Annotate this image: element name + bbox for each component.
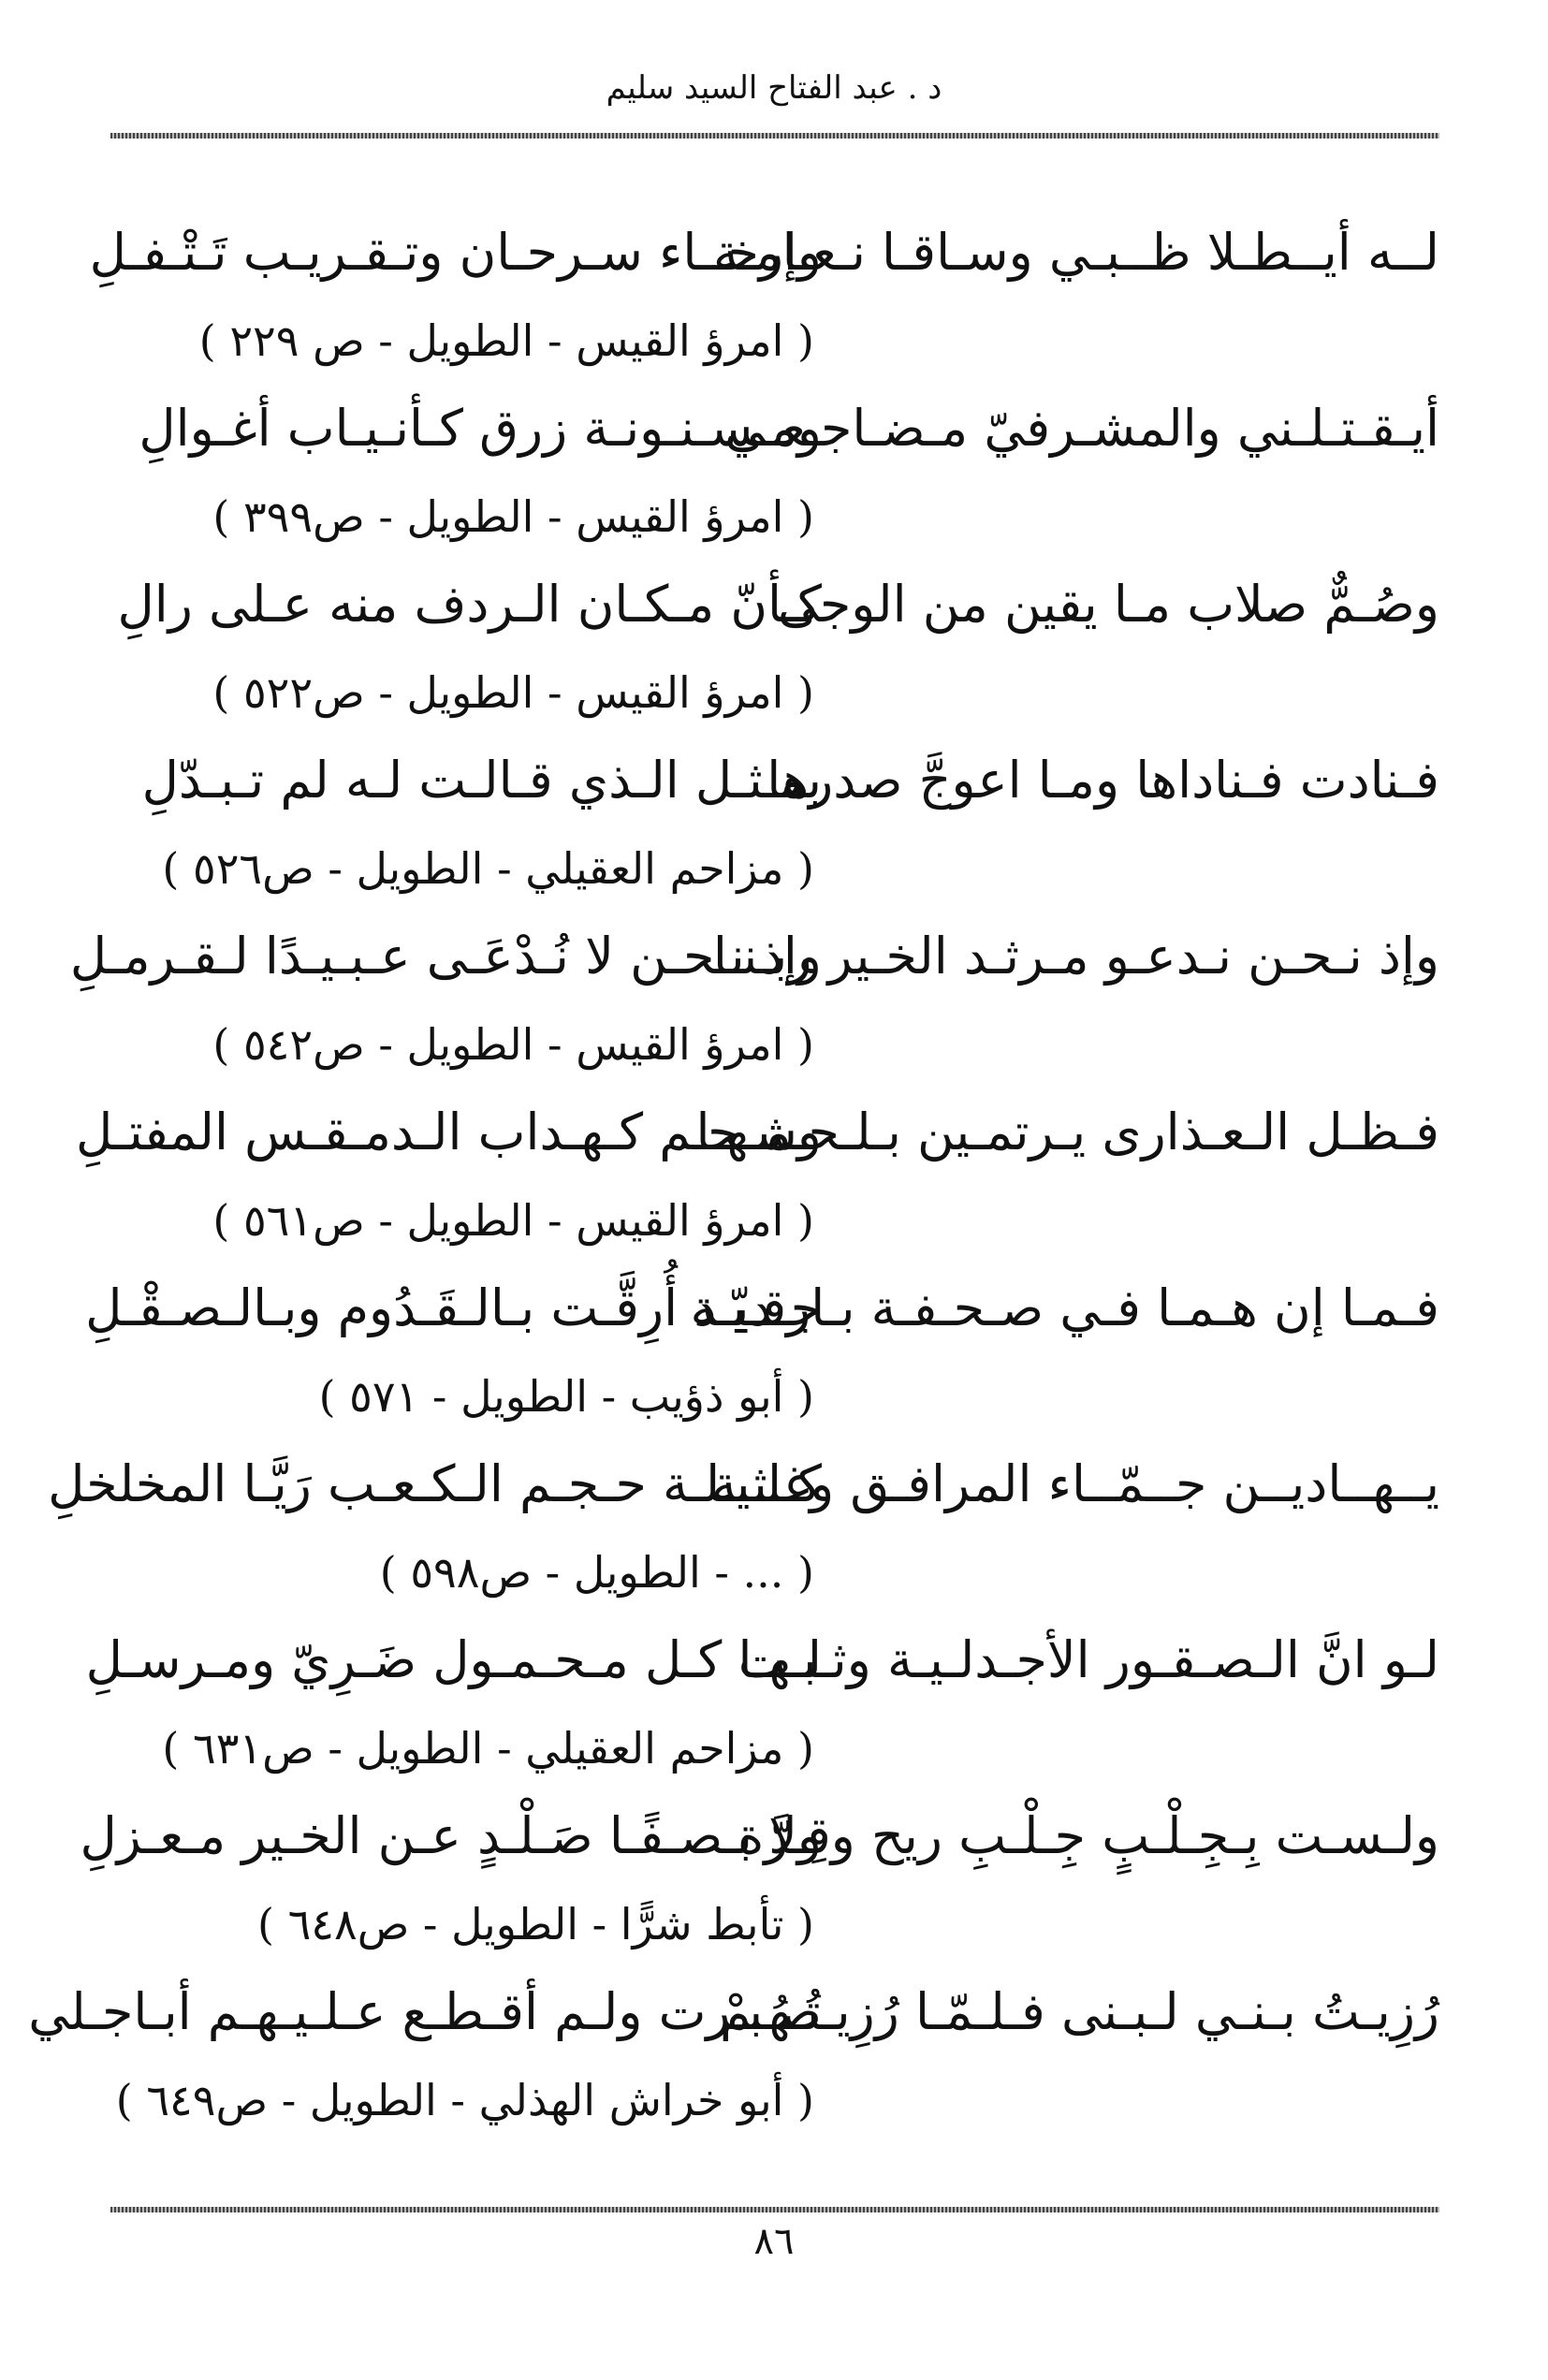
hemistich-first: لــه أيــطـلا ظــبـي وسـاقـا نـعـامـة — [712, 223, 1439, 282]
verse-source: ( مزاحم العقيلي - الطويل - ص٥٢٦ ) — [162, 843, 814, 894]
verse-source: ( امرؤ القيس - الطويل - ص ٢٢٩ ) — [198, 315, 814, 366]
hemistich-first: وإذ نـحـن نـدعـو مـرثـد الخـير ربـنـا — [712, 927, 1439, 986]
hemistich-second: وشـحـم كـهـداب الـدمـقـس المفتـلِ — [75, 1102, 822, 1161]
verse-line — [48, 1438, 1439, 1531]
verse-source: ( مزاحم العقيلي - الطويل - ص٦٣١ ) — [162, 1723, 814, 1774]
verse-line — [28, 1965, 1439, 2059]
hemistich-second: بمـثـل الـذي قـالـت لـه لم تـبـدّلِ — [141, 751, 822, 810]
verse-entry — [110, 382, 1439, 558]
verse-source: ( أبو ذؤيب - الطويل - ٥٧١ ) — [318, 1371, 814, 1422]
verse-line — [69, 910, 1439, 1003]
hemistich-first: أيـقـتـلـني والمشـرفيّ مـضـاجـعـي — [724, 399, 1439, 458]
verse-source: ( امرؤ القيس - الطويل - ص٥٦١ ) — [212, 1195, 814, 1246]
hemistich-second: كـلـيـلـة حـجـم الـكـعـب رَيَّـا المخلخلِ — [48, 1454, 822, 1513]
verse-source: ( أبو خراش الهذلي - الطويل - ص٦٤٩ ) — [115, 2075, 814, 2125]
verse-line — [110, 382, 1439, 475]
verse-source: ( امرؤ القيس - الطويل - ص٣٩٩ ) — [212, 491, 814, 542]
verse-entry — [110, 734, 1439, 910]
hemistich-second: وإرخــاء سـرحـان وتـقـريـب تَـتْـفـلِ — [89, 223, 822, 282]
verse-line — [85, 1262, 1439, 1355]
hemistich-first: ولـسـت بِـجِـلْـبٍ جِـلْـبِ ريح وقِـرَّة — [737, 1806, 1439, 1865]
hemistich-second: وإذ نـحـن لا نُـدْعَـى عـبـيـدًا لـقـرمـلِ — [69, 927, 822, 986]
hemistich-second: كـأنّ مـكـان الـردف منه عـلى رالِ — [117, 575, 822, 634]
verse-line — [80, 1789, 1439, 1883]
verse-entry — [48, 1438, 1439, 1613]
footer-rule — [110, 2207, 1439, 2212]
verse-line — [110, 558, 1439, 651]
hemistich-second: ومـسـنـونـة زرق كـأنـيـاب أغـوالِ — [139, 399, 822, 458]
verse-list — [28, 206, 1439, 2141]
verse-entry — [85, 1262, 1439, 1438]
verse-line — [89, 206, 1439, 299]
verse-source: ( تأبط شرًّا - الطويل - ص٦٤٨ ) — [256, 1899, 814, 1949]
verse-source: ( امرؤ القيس - الطويل - ص٥٤٢ ) — [212, 1019, 814, 1070]
page-number: ٨٦ — [753, 2220, 795, 2263]
verse-entry — [28, 1965, 1439, 2141]
verse-line — [75, 1086, 1439, 1179]
verse-entry — [89, 206, 1439, 382]
hemistich-second: ولا بـصـفًـا صَـلْـدٍ عـن الخـير مـعـزلِ — [80, 1806, 822, 1865]
verse-entry — [69, 910, 1439, 1086]
verse-entry — [110, 558, 1439, 734]
hemistich-first: فـمـا إن هـمـا فـي صـحـفـة بـارقـيّـة — [690, 1278, 1439, 1337]
header-rule — [110, 133, 1439, 139]
hemistich-first: يــهــاديــن جــمّــاء المرافـق وغـثـة — [710, 1454, 1439, 1513]
hemistich-first: فـظـل الـعـذارى يـرتمـين بـلـحـمـهـا — [695, 1102, 1439, 1161]
hemistich-first: لـو انَّ الـصـقـور الأجـدلـيـة وثـبـت — [737, 1630, 1439, 1689]
hemistich-second: صـبـرت ولـم أقـطـع عـلـيـهـم أبـاجـلي — [28, 1982, 822, 2041]
running-header: د . عبد الفتاح السيد سليم — [606, 69, 942, 107]
hemistich-first: فـنادت فـناداها ومـا اعوجَّ صدرها — [767, 751, 1439, 810]
verse-line — [110, 734, 1439, 827]
verse-source: ( ... - الطويل - ص٥٩٨ ) — [379, 1547, 814, 1598]
hemistich-first: وصُـمٌّ صلاب مـا يقين من الوجى — [777, 575, 1439, 634]
verse-entry — [85, 1613, 1439, 1789]
verse-source: ( امرؤ القيس - الطويل - ص٥٢٢ ) — [212, 667, 814, 718]
verse-entry — [80, 1789, 1439, 1965]
hemistich-first: رُزِيـتُ بـنـي لـبـنى فـلـمّـا رُزِيـتُـهُـمْ — [720, 1982, 1439, 2041]
verse-line — [85, 1613, 1439, 1707]
hemistich-second: لـهـا كـل مـحـمـول ضَـرِيّ ومـرسـلِ — [85, 1630, 822, 1689]
verse-entry — [75, 1086, 1439, 1262]
hemistich-second: جـديـد أُرِقَّـت بـالـقَـدُوم وبـالـصـقْـلِ — [85, 1278, 822, 1337]
